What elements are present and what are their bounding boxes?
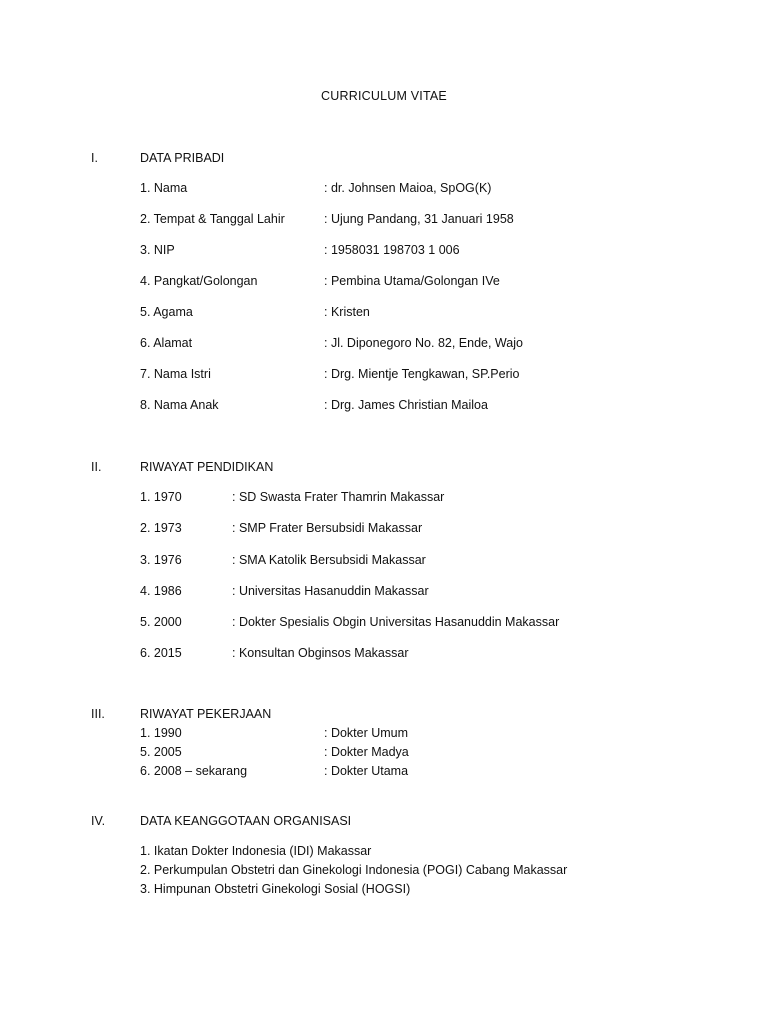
item-label: 5. 2005 bbox=[140, 745, 182, 759]
item-value: : Dokter Utama bbox=[324, 764, 409, 778]
item-label: 3. NIP bbox=[140, 243, 175, 257]
item-value: : Dokter Spesialis Obgin Universitas Hasanuddin Makassar bbox=[232, 615, 560, 629]
page-title: CURRICULUM VITAE bbox=[321, 89, 447, 103]
item-value: : Dokter Madya bbox=[324, 745, 409, 759]
item-value: : Kristen bbox=[324, 305, 370, 319]
item-value: : Ujung Pandang, 31 Januari 1958 bbox=[324, 212, 514, 226]
item-value: : Jl. Diponegoro No. 82, Ende, Wajo bbox=[324, 336, 523, 350]
section-numeral: IV. bbox=[91, 814, 106, 828]
item-label: 6. Alamat bbox=[140, 336, 193, 350]
item-value: : SMA Katolik Bersubsidi Makassar bbox=[232, 553, 426, 567]
item-label: 2. 1973 bbox=[140, 521, 182, 535]
item-label: 7. Nama Istri bbox=[140, 367, 211, 381]
section-heading: DATA PRIBADI bbox=[140, 151, 225, 165]
item-label: 5. 2000 bbox=[140, 615, 182, 629]
item-label: 5. Agama bbox=[140, 305, 193, 319]
item-label: 6. 2015 bbox=[140, 646, 182, 660]
section-numeral: III. bbox=[91, 707, 105, 721]
item-label: 6. 2008 – sekarang bbox=[140, 764, 248, 778]
list-item: 1. Ikatan Dokter Indonesia (IDI) Makassar bbox=[140, 844, 372, 858]
item-label: 4. Pangkat/Golongan bbox=[140, 274, 258, 288]
section-numeral: I. bbox=[91, 151, 98, 165]
item-value: : SD Swasta Frater Thamrin Makassar bbox=[232, 490, 445, 504]
item-label: 1. Nama bbox=[140, 181, 188, 195]
item-value: : Pembina Utama/Golongan IVe bbox=[324, 274, 500, 288]
section-heading: RIWAYAT PENDIDIKAN bbox=[140, 460, 274, 474]
item-label: 3. 1976 bbox=[140, 553, 182, 567]
item-label: 2. Tempat & Tanggal Lahir bbox=[140, 212, 285, 226]
item-value: : Konsultan Obginsos Makassar bbox=[232, 646, 409, 660]
list-item: 3. Himpunan Obstetri Ginekologi Sosial (HOGSI) bbox=[140, 882, 411, 896]
item-value: : Dokter Umum bbox=[324, 726, 409, 740]
section-numeral: II. bbox=[91, 460, 102, 474]
item-label: 4. 1986 bbox=[140, 584, 182, 598]
item-label: 1. 1990 bbox=[140, 726, 182, 740]
item-value: : SMP Frater Bersubsidi Makassar bbox=[232, 521, 423, 535]
item-value: : Universitas Hasanuddin Makassar bbox=[232, 584, 429, 598]
item-value: : Drg. James Christian Mailoa bbox=[324, 398, 488, 412]
item-label: 1. 1970 bbox=[140, 490, 182, 504]
section-heading: DATA KEANGGOTAAN ORGANISASI bbox=[140, 814, 352, 828]
item-value: : Drg. Mientje Tengkawan, SP.Perio bbox=[324, 367, 520, 381]
item-label: 8. Nama Anak bbox=[140, 398, 219, 412]
item-value: : dr. Johnsen Maioa, SpOG(K) bbox=[324, 181, 492, 195]
section-heading: RIWAYAT PEKERJAAN bbox=[140, 707, 272, 721]
list-item: 2. Perkumpulan Obstetri dan Ginekologi Indonesia (POGI) Cabang Makassar bbox=[140, 863, 568, 877]
item-value: : 1958031 198703 1 006 bbox=[324, 243, 460, 257]
